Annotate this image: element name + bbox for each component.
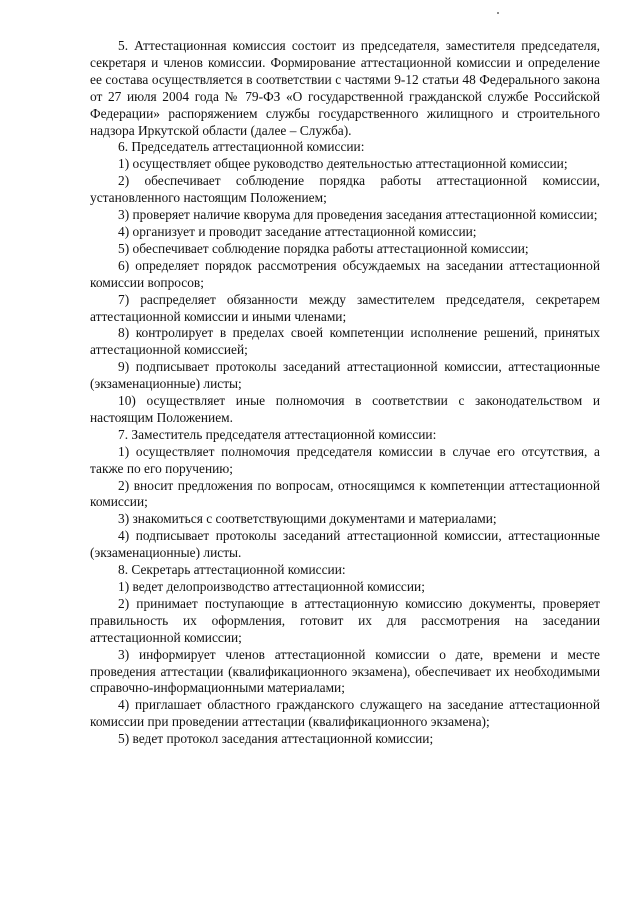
paragraph-5-composition: 5. Аттестационная комиссия состоит из председателя, заместителя председателя, секретаря и членов комиссии. Формирование аттестационной комиссии и определение ее состава осуществляется в соответствии с частями 9-12 статьи 48 Федерального закона от 27 июля 2004 года № 79-ФЗ «О государственной гражданской службе Российской Федерации» распоряжением службы государственного жилищного и строительного надзора Иркутской области (далее – Служба). — [90, 38, 600, 138]
deputy-duty-3: 3) знакомиться с соответствующими документами и материалами; — [118, 511, 497, 527]
chairman-duty-4: 4) организует и проводит заседание аттестационной комиссии; — [118, 223, 477, 239]
deputy-duty-2: 2) вносит предложения по вопросам, относящимся к компетенции аттестационной комиссии; — [90, 477, 600, 510]
secretary-duty-4: 4) приглашает областного гражданского служащего на заседание аттестационной комиссии при проведении аттестации (квалификационного экзамена); — [90, 697, 600, 730]
chairman-duty-6: 6) определяет порядок рассмотрения обсуждаемых на заседании аттестационной комиссии вопросов; — [90, 257, 600, 290]
chairman-duty-8: 8) контролирует в пределах своей компетенции исполнение решений, принятых аттестационной комиссией; — [90, 325, 600, 358]
chairman-duty-10: 10) осуществляет иные полномочия в соответствии с законодательством и настоящим Положением. — [90, 393, 600, 425]
chairman-duty-2: 2) обеспечивает соблюдение порядка работы аттестационной комиссии, установленного настоящим Положением; — [90, 173, 600, 206]
chairman-duty-7: 7) распределяет обязанности между заместителем председателя, секретарем аттестационной комиссии и иными членами; — [90, 291, 600, 324]
chairman-duty-5: 5) обеспечивает соблюдение порядка работы аттестационной комиссии; — [118, 240, 529, 256]
paragraph-6-chairman-heading: 6. Председатель аттестационной комиссии: — [118, 139, 365, 155]
secretary-duty-3: 3) информирует членов аттестационной комиссии о дате, времени и месте проведения аттестации (квалификационного экзамена), обеспечивает их необходимыми справочно-информационными материалами; — [90, 646, 600, 696]
deputy-duty-4: 4) подписывает протоколы заседаний аттестационной комиссии, аттестационные (экзаменационные) листы. — [90, 528, 600, 561]
chairman-duty-9: 9) подписывает протоколы заседаний аттестационной комиссии, аттестационные (экзаменационные) листы; — [90, 359, 600, 392]
scan-dot — [497, 12, 499, 14]
deputy-duty-1: 1) осуществляет полномочия председателя комиссии в случае его отсутствия, а также по его поручению; — [90, 443, 600, 476]
secretary-duty-2: 2) принимает поступающие в аттестационную комиссию документы, проверяет правильность их оформления, готовит их для рассмотрения на заседании аттестационной комиссии; — [90, 595, 600, 645]
secretary-duty-1: 1) ведет делопроизводство аттестационной комиссии; — [118, 579, 425, 594]
paragraph-8-secretary-heading: 8. Секретарь аттестационной комиссии: — [118, 562, 346, 578]
paragraph-7-deputy-heading: 7. Заместитель председателя аттестационной комиссии: — [118, 426, 437, 442]
chairman-duty-3: 3) проверяет наличие кворума для проведения заседания аттестационной комиссии; — [118, 207, 598, 223]
secretary-duty-5: 5) ведет протокол заседания аттестационной комиссии; — [118, 731, 434, 747]
chairman-duty-1: 1) осуществляет общее руководство деятельностью аттестационной комиссии; — [118, 156, 568, 172]
